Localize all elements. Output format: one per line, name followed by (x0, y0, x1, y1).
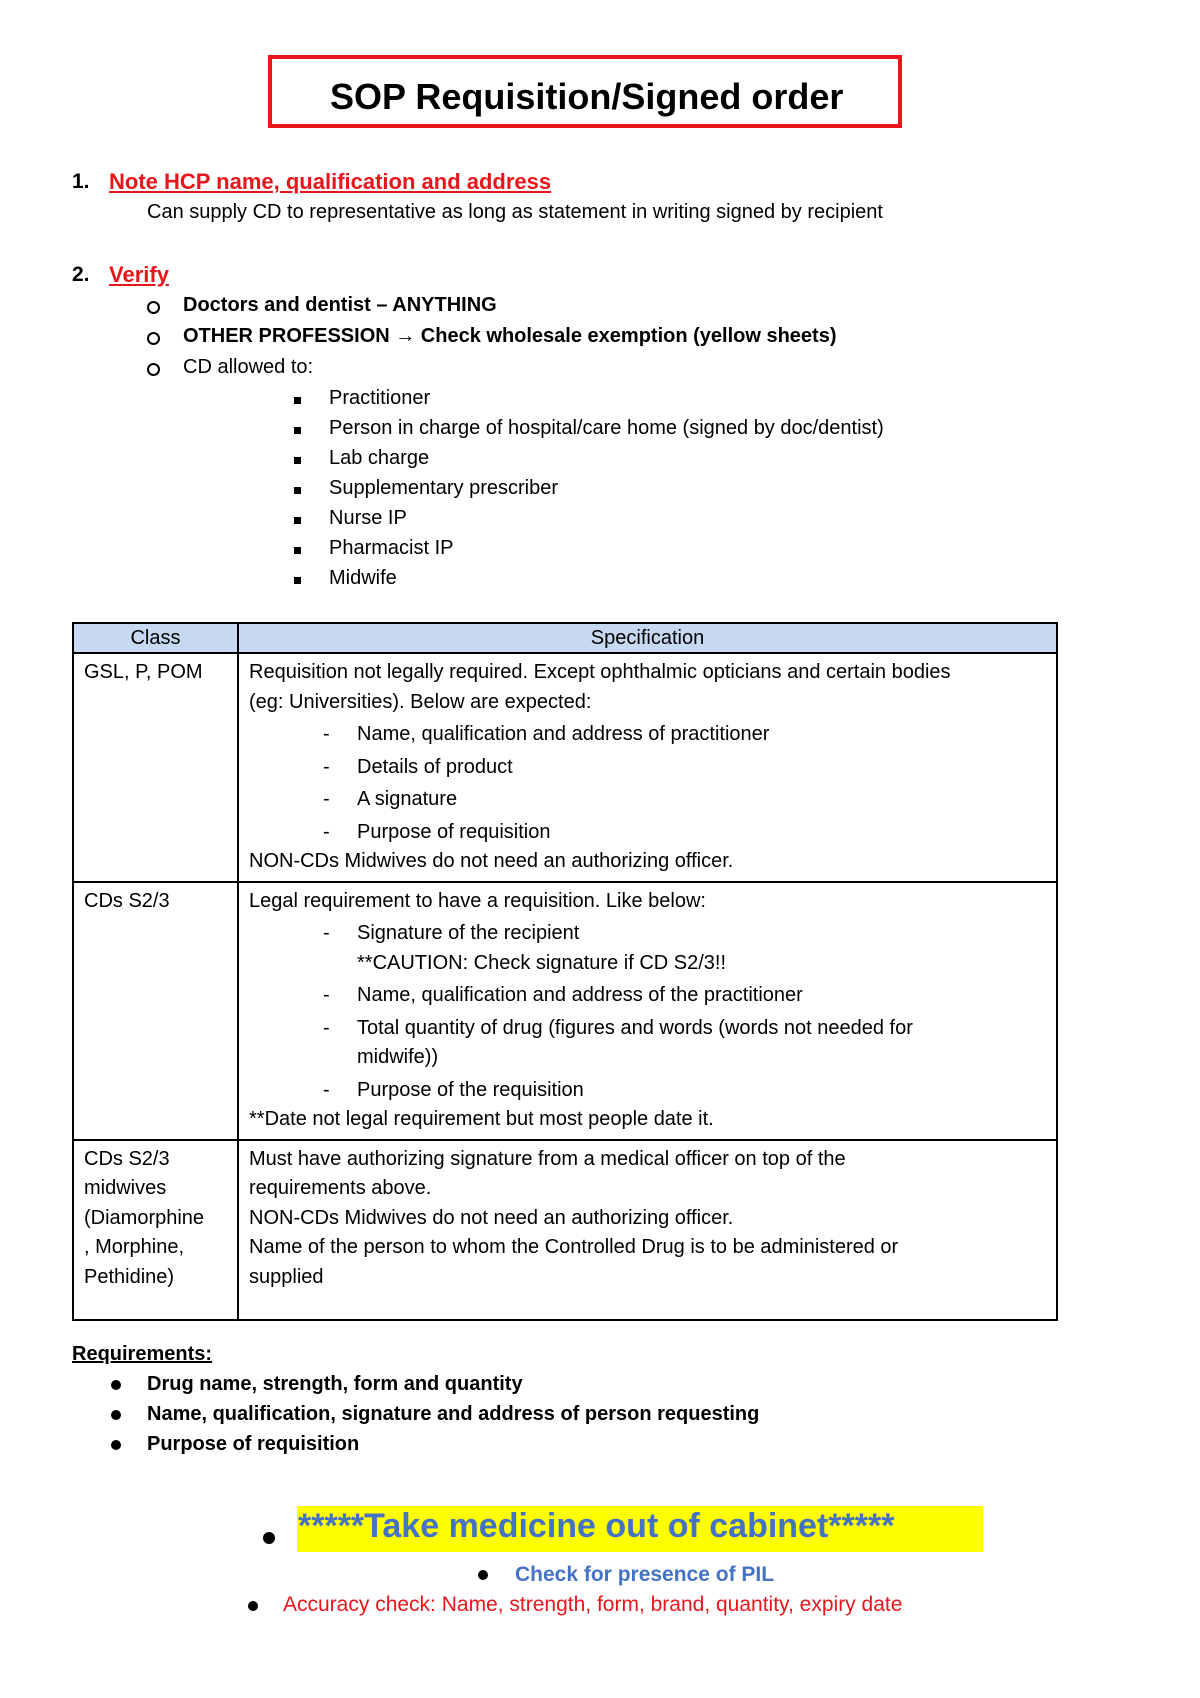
specification-cell (238, 882, 1057, 1140)
square-bullet-icon (294, 427, 301, 434)
square-bullet-icon (294, 517, 301, 524)
class-text: CDs S2/3 (84, 889, 170, 912)
square-bullet-icon (294, 547, 301, 554)
spec-text: Must have authorizing signature from a medical officer on top of the (249, 1147, 846, 1170)
class-text: GSL, P, POM (84, 661, 203, 683)
dash-item: - Purpose of requisition (249, 818, 1046, 848)
table-header-row (73, 623, 1057, 653)
square-bullet-icon (294, 397, 301, 404)
bullet-dot-icon (478, 1570, 488, 1580)
requirements-heading: Requirements: (72, 1343, 213, 1365)
requisition-table (72, 622, 1058, 1321)
bullet-dot-icon (248, 1601, 258, 1611)
requirement-item: Drug name, strength, form and quantity (147, 1373, 523, 1395)
dash-item: - Total quantity of drug (figures and words (words not needed for (249, 1014, 1046, 1044)
requirement-item: Name, qualification, signature and address of person requesting (147, 1403, 760, 1425)
caution-note: **CAUTION: Check signature if CD S2/3!! (357, 951, 727, 974)
dash-item: - A signature (249, 785, 1046, 815)
cd-allowed-item: Pharmacist IP (329, 537, 454, 559)
dash-item: - Details of product (249, 753, 1046, 783)
verify-bullet: Doctors and dentist – ANYTHING (183, 294, 497, 316)
cd-allowed-item: Person in charge of hospital/care home (signed by doc/dentist) (329, 417, 884, 439)
verify-bullet: CD allowed to: (183, 356, 314, 378)
circle-bullet-icon (147, 332, 160, 345)
spec-text: (eg: Universities). Below are expected: (249, 690, 592, 713)
bullet-dot-icon (111, 1380, 121, 1390)
step2-heading: Verify (109, 262, 169, 287)
table-row (73, 653, 1057, 882)
dash-item: - Name, qualification and address of practitioner (249, 720, 1046, 750)
class-cell (73, 653, 238, 882)
cd-allowed-item: Lab charge (329, 447, 430, 469)
table-row (73, 1140, 1057, 1320)
square-bullet-icon (294, 487, 301, 494)
bullet-dot-icon (111, 1410, 121, 1420)
dash-item: - Name, qualification and address of the practitioner (249, 981, 1046, 1011)
circle-bullet-icon (147, 301, 160, 314)
square-bullet-icon (294, 457, 301, 464)
square-bullet-icon (294, 577, 301, 584)
dash-item-continued: midwife)) (357, 1046, 439, 1068)
spec-text: NON-CDs Midwives do not need an authorizing officer. (249, 1206, 734, 1229)
cd-allowed-item: Nurse IP (329, 507, 407, 529)
class-text: Pethidine) (84, 1265, 175, 1288)
dash-item: - Signature of the recipient (249, 919, 1046, 949)
spec-text: **Date not legal requirement but most people date it. (249, 1108, 714, 1130)
page-title: SOP Requisition/Signed order (330, 76, 844, 117)
spec-text: requirements above. (249, 1177, 432, 1199)
cd-allowed-item: Midwife (329, 567, 397, 589)
specification-cell (238, 653, 1057, 882)
cd-allowed-item: Practitioner (329, 387, 431, 409)
spec-text: Legal requirement to have a requisition. Like below: (249, 889, 706, 912)
accuracy-check-instruction: Accuracy check: Name, strength, form, brand, quantity, expiry date (283, 1593, 903, 1616)
take-out-instruction: *****Take medicine out of cabinet***** (298, 1507, 895, 1545)
specification-cell (238, 1140, 1057, 1320)
bullet-dot-icon (111, 1440, 121, 1450)
bullet-dot-icon (263, 1532, 275, 1544)
step1-number: 1. (72, 170, 90, 193)
class-cell (73, 882, 238, 1140)
class-text: (Diamorphine (84, 1206, 205, 1229)
circle-bullet-icon (147, 363, 160, 376)
requirement-item: Purpose of requisition (147, 1433, 360, 1455)
cd-allowed-item: Supplementary prescriber (329, 477, 558, 499)
spec-text: Name of the person to whom the Controlled Drug is to be administered or (249, 1236, 899, 1258)
class-text: midwives (84, 1177, 167, 1199)
spec-text: NON-CDs Midwives do not need an authorizing officer. (249, 850, 734, 872)
column-header-class: Class (73, 623, 238, 653)
class-text: CDs S2/3 (84, 1147, 170, 1170)
class-text: , Morphine, (84, 1236, 185, 1258)
class-cell (73, 1140, 238, 1320)
dash-item: - Purpose of the requisition (249, 1076, 1046, 1106)
check-pil-instruction: Check for presence of PIL (515, 1563, 775, 1586)
step2-number: 2. (72, 263, 90, 286)
table-row (73, 882, 1057, 1140)
spec-text: Requisition not legally required. Except ophthalmic opticians and certain bodies (249, 661, 951, 683)
column-header-specification: Specification (238, 623, 1057, 653)
step1-heading: Note HCP name, qualification and address (109, 169, 552, 194)
spec-text: supplied (249, 1265, 324, 1288)
verify-bullet: OTHER PROFESSION → Check wholesale exemption (yellow sheets) (183, 325, 837, 347)
step1-detail: Can supply CD to representative as long as statement in writing signed by recipient (147, 201, 883, 223)
